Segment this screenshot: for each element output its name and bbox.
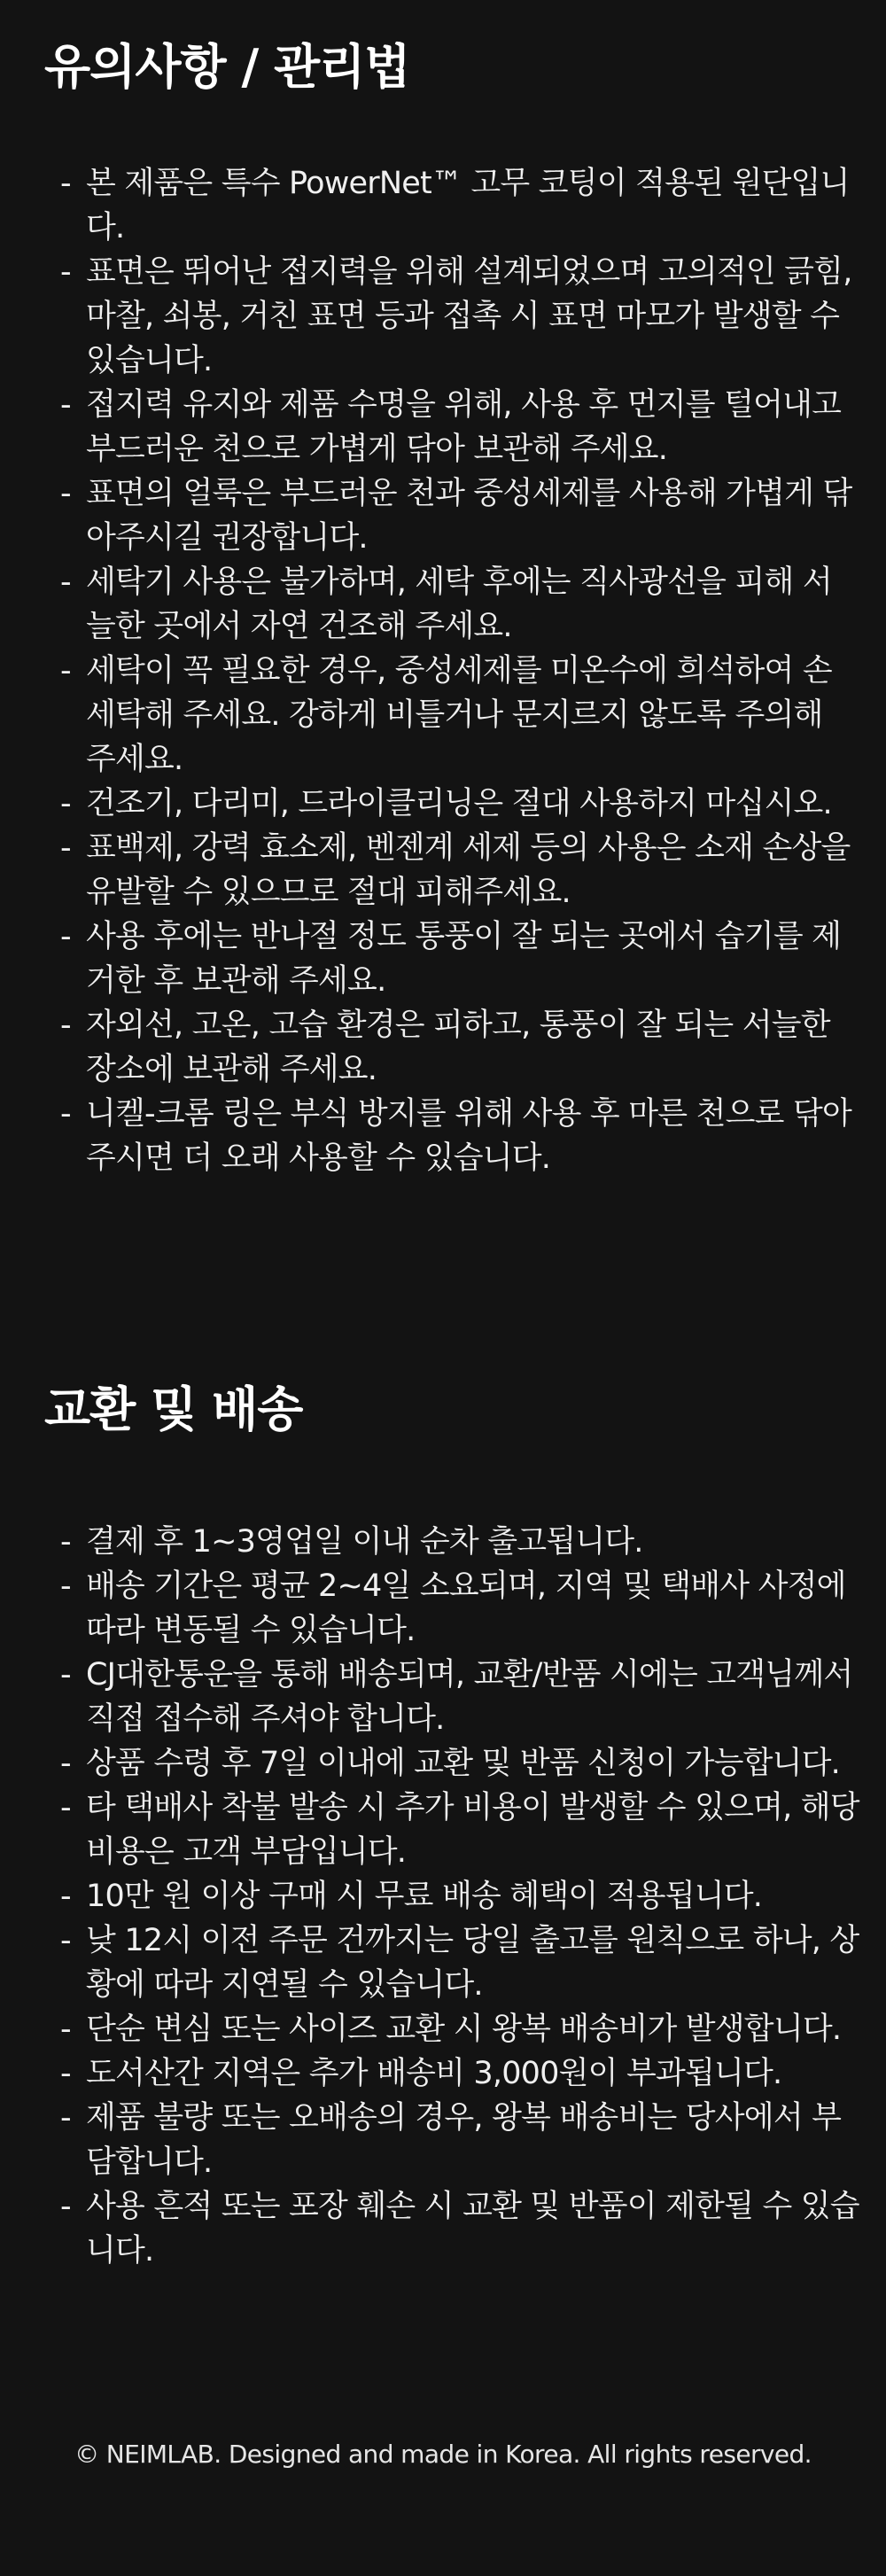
care-notice-item: - 표면은 뛰어난 접지력을 위해 설계되었으며 고의적인 긁힘, 마찰, 쇠봉, 거친 표면 등과 접촉 시 표면 마모가 발생할 수 있습니다. [44,250,859,383]
shipping-notice-item: - 상품 수령 후 7일 이내에 교환 및 반품 신청이 가능합니다. [44,1741,859,1786]
shipping-notice-item: - 결제 후 1~3영업일 이내 순차 출고됩니다. [44,1520,859,1564]
shipping-notice-item: - 사용 흔적 또는 포장 훼손 시 교환 및 반품이 제한될 수 있습니다. [44,2184,859,2273]
shipping-notice-item: - CJ대한통운을 통해 배송되며, 교환/반품 시에는 고객님께서 직접 접수해 주셔야 합니다. [44,1653,859,1741]
care-notice-item: - 접지력 유지와 제품 수명을 위해, 사용 후 먼지를 털어내고 부드러운 천으로 가볍게 닦아 보관해 주세요. [44,383,859,471]
shipping-section [44,1369,859,2273]
shipping-section-title: 교환 및 배송 [44,1381,303,1437]
care-notice-item: - 본 제품은 특수 PowerNet™ 고무 코팅이 적용된 원단입니다. [44,161,859,250]
care-notice-item: - 세탁기 사용은 불가하며, 세탁 후에는 직사광선을 피해 서늘한 곳에서 자연 건조해 주세요. [44,560,859,649]
care-notice-item: - 표백제, 강력 효소제, 벤젠계 세제 등의 사용은 소재 손상을 유발할 수 있으므로 절대 피해주세요. [44,826,859,914]
shipping-notice-item: - 10만 원 이상 구매 시 무료 배송 혜택이 적용됩니다. [44,1874,859,1918]
shipping-notice-list [44,1520,859,2273]
care-notice-item: - 자외선, 고온, 고습 환경은 피하고, 통풍이 잘 되는 서늘한 장소에 보관해 주세요. [44,1003,859,1092]
shipping-notice-item: - 제품 불량 또는 오배송의 경우, 왕복 배송비는 당사에서 부담합니다. [44,2096,859,2184]
shipping-notice-item: - 낮 12시 이전 주문 건까지는 당일 출고를 원칙으로 하나, 상황에 따라 지연될 수 있습니다. [44,1918,859,2007]
copyright-footer: © NEIMLAB. Designed and made in Korea. All rights reserved. [74,2440,812,2469]
shipping-notice-item: - 배송 기간은 평균 2~4일 소요되며, 지역 및 택배사 사정에 따라 변동될 수 있습니다. [44,1564,859,1653]
care-notice-item: - 세탁이 꼭 필요한 경우, 중성세제를 미온수에 희석하여 손세탁해 주세요. 강하게 비틀거나 문지르지 않도록 주의해 주세요. [44,649,859,782]
care-section-title: 유의사항 / 관리법 [44,39,410,95]
shipping-notice-item: - 단순 변심 또는 사이즈 교환 시 왕복 배송비가 발생합니다. [44,2007,859,2051]
care-notice-item: - 건조기, 다리미, 드라이클리닝은 절대 사용하지 마십시오. [44,782,859,826]
care-notice-item: - 표면의 얼룩은 부드러운 천과 중성세제를 사용해 가볍게 닦아주시길 권장합니다. [44,471,859,560]
shipping-notice-item: - 타 택배사 착불 발송 시 추가 비용이 발생할 수 있으며, 해당 비용은 고객 부담입니다. [44,1786,859,1874]
shipping-notice-item: - 도서산간 지역은 추가 배송비 3,000원이 부과됩니다. [44,2051,859,2096]
care-notice-list [44,161,859,1180]
care-section [44,27,859,1180]
care-notice-item: - 니켈-크롬 링은 부식 방지를 위해 사용 후 마른 천으로 닦아주시면 더 오래 사용할 수 있습니다. [44,1092,859,1180]
care-notice-item: - 사용 후에는 반나절 정도 통풍이 잘 되는 곳에서 습기를 제거한 후 보관해 주세요. [44,914,859,1003]
